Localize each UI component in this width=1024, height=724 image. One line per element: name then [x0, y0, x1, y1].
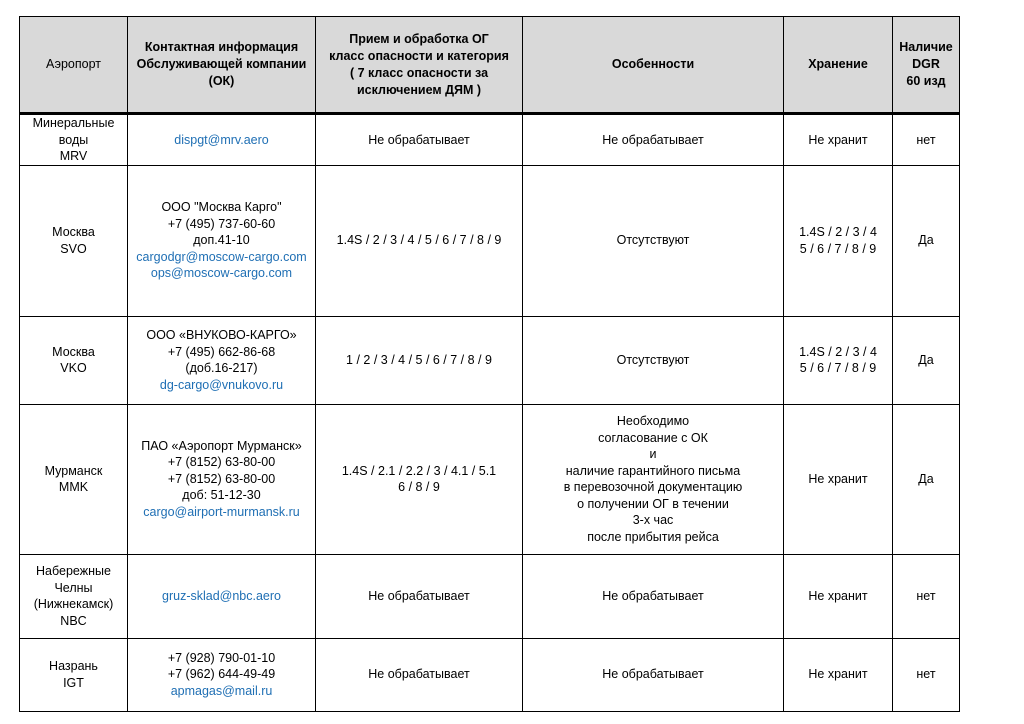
features-cell: Не обрабатывает: [523, 638, 784, 711]
airport-cell: Москва SVO: [20, 165, 128, 316]
features-cell: Необходимо согласование с ОК и наличие гарантийного письма в перевозочной документацию о получении ОГ в течении 3-х час после прибытия рейса: [523, 404, 784, 554]
header-features: Особенности: [523, 17, 784, 114]
dgr-cell: нет: [893, 554, 960, 638]
airport-cell: Набережные Челны (Нижнекамск) NBC: [20, 554, 128, 638]
storage-cell: Не хранит: [784, 404, 893, 554]
storage-cell: Не хранит: [784, 114, 893, 166]
airport-cell: Минеральные воды MRV: [20, 114, 128, 166]
acceptance-cell: Не обрабатывает: [316, 638, 523, 711]
airport-cell: Мурманск MMK: [20, 404, 128, 554]
airport-cell: Назрань IGT: [20, 638, 128, 711]
table-row: [20, 638, 960, 711]
header-row: [20, 17, 960, 114]
contact-cell: [128, 114, 316, 166]
contact-cell: ООО "Москва Карго" +7 (495) 737-60-60 доп.41-10 cargodgr@moscow-cargo.com ops@moscow-cargo.com: [128, 165, 316, 316]
features-cell: Отсутствуют: [523, 165, 784, 316]
contact-cell: ПАО «Аэропорт Мурманск» +7 (8152) 63-80-00 +7 (8152) 63-80-00 доб: 51-12-30 cargo@airport-murmansk.ru: [128, 404, 316, 554]
table-row: [20, 316, 960, 404]
storage-cell: 1.4S / 2 / 3 / 4 5 / 6 / 7 / 8 / 9: [784, 316, 893, 404]
email-link[interactable]: cargo@airport-murmansk.ru: [143, 504, 300, 519]
acceptance-cell: 1.4S / 2 / 3 / 4 / 5 / 6 / 7 / 8 / 9: [316, 165, 523, 316]
header-dgr: Наличие DGR 60 изд: [893, 17, 960, 114]
dgr-cell: Да: [893, 316, 960, 404]
acceptance-cell: Не обрабатывает: [316, 114, 523, 166]
dangerous-goods-table: [19, 16, 960, 712]
acceptance-cell: 1.4S / 2.1 / 2.2 / 3 / 4.1 / 5.1 6 / 8 / 9: [316, 404, 523, 554]
storage-cell: Не хранит: [784, 638, 893, 711]
features-cell: Отсутствуют: [523, 316, 784, 404]
acceptance-cell: 1 / 2 / 3 / 4 / 5 / 6 / 7 / 8 / 9: [316, 316, 523, 404]
email-link[interactable]: apmagas@mail.ru: [170, 683, 273, 698]
dgr-cell: нет: [893, 114, 960, 166]
email-link[interactable]: dispgt@mrv.aero: [174, 132, 269, 147]
dgr-cell: Да: [893, 165, 960, 316]
header-acceptance: Прием и обработка ОГ класс опасности и категория ( 7 класс опасности за исключением ДЯМ ): [316, 17, 523, 114]
dgr-cell: нет: [893, 638, 960, 711]
table-row: [20, 404, 960, 554]
header-storage: Хранение: [784, 17, 893, 114]
header-airport: Аэропорт: [20, 17, 128, 114]
features-cell: Не обрабатывает: [523, 554, 784, 638]
email-link[interactable]: dg-cargo@vnukovo.ru: [159, 377, 284, 392]
airport-cell: Москва VKO: [20, 316, 128, 404]
contact-cell: +7 (928) 790-01-10 +7 (962) 644-49-49 apmagas@mail.ru: [128, 638, 316, 711]
header-contact: Контактная информация Обслуживающей компании (ОК): [128, 17, 316, 114]
contact-cell: [128, 554, 316, 638]
email-link[interactable]: ops@moscow-cargo.com: [150, 266, 293, 281]
acceptance-cell: Не обрабатывает: [316, 554, 523, 638]
table-row: [20, 165, 960, 316]
storage-cell: 1.4S / 2 / 3 / 4 5 / 6 / 7 / 8 / 9: [784, 165, 893, 316]
table-row: [20, 114, 960, 166]
features-cell: Не обрабатывает: [523, 114, 784, 166]
email-link[interactable]: gruz-sklad@nbc.aero: [162, 588, 281, 603]
email-link[interactable]: cargodgr@moscow-cargo.com: [136, 249, 307, 264]
table-row: [20, 554, 960, 638]
contact-cell: ООО «ВНУКОВО-КАРГО» +7 (495) 662-86-68 (доб.16-217) dg-cargo@vnukovo.ru: [128, 316, 316, 404]
dgr-cell: Да: [893, 404, 960, 554]
storage-cell: Не хранит: [784, 554, 893, 638]
